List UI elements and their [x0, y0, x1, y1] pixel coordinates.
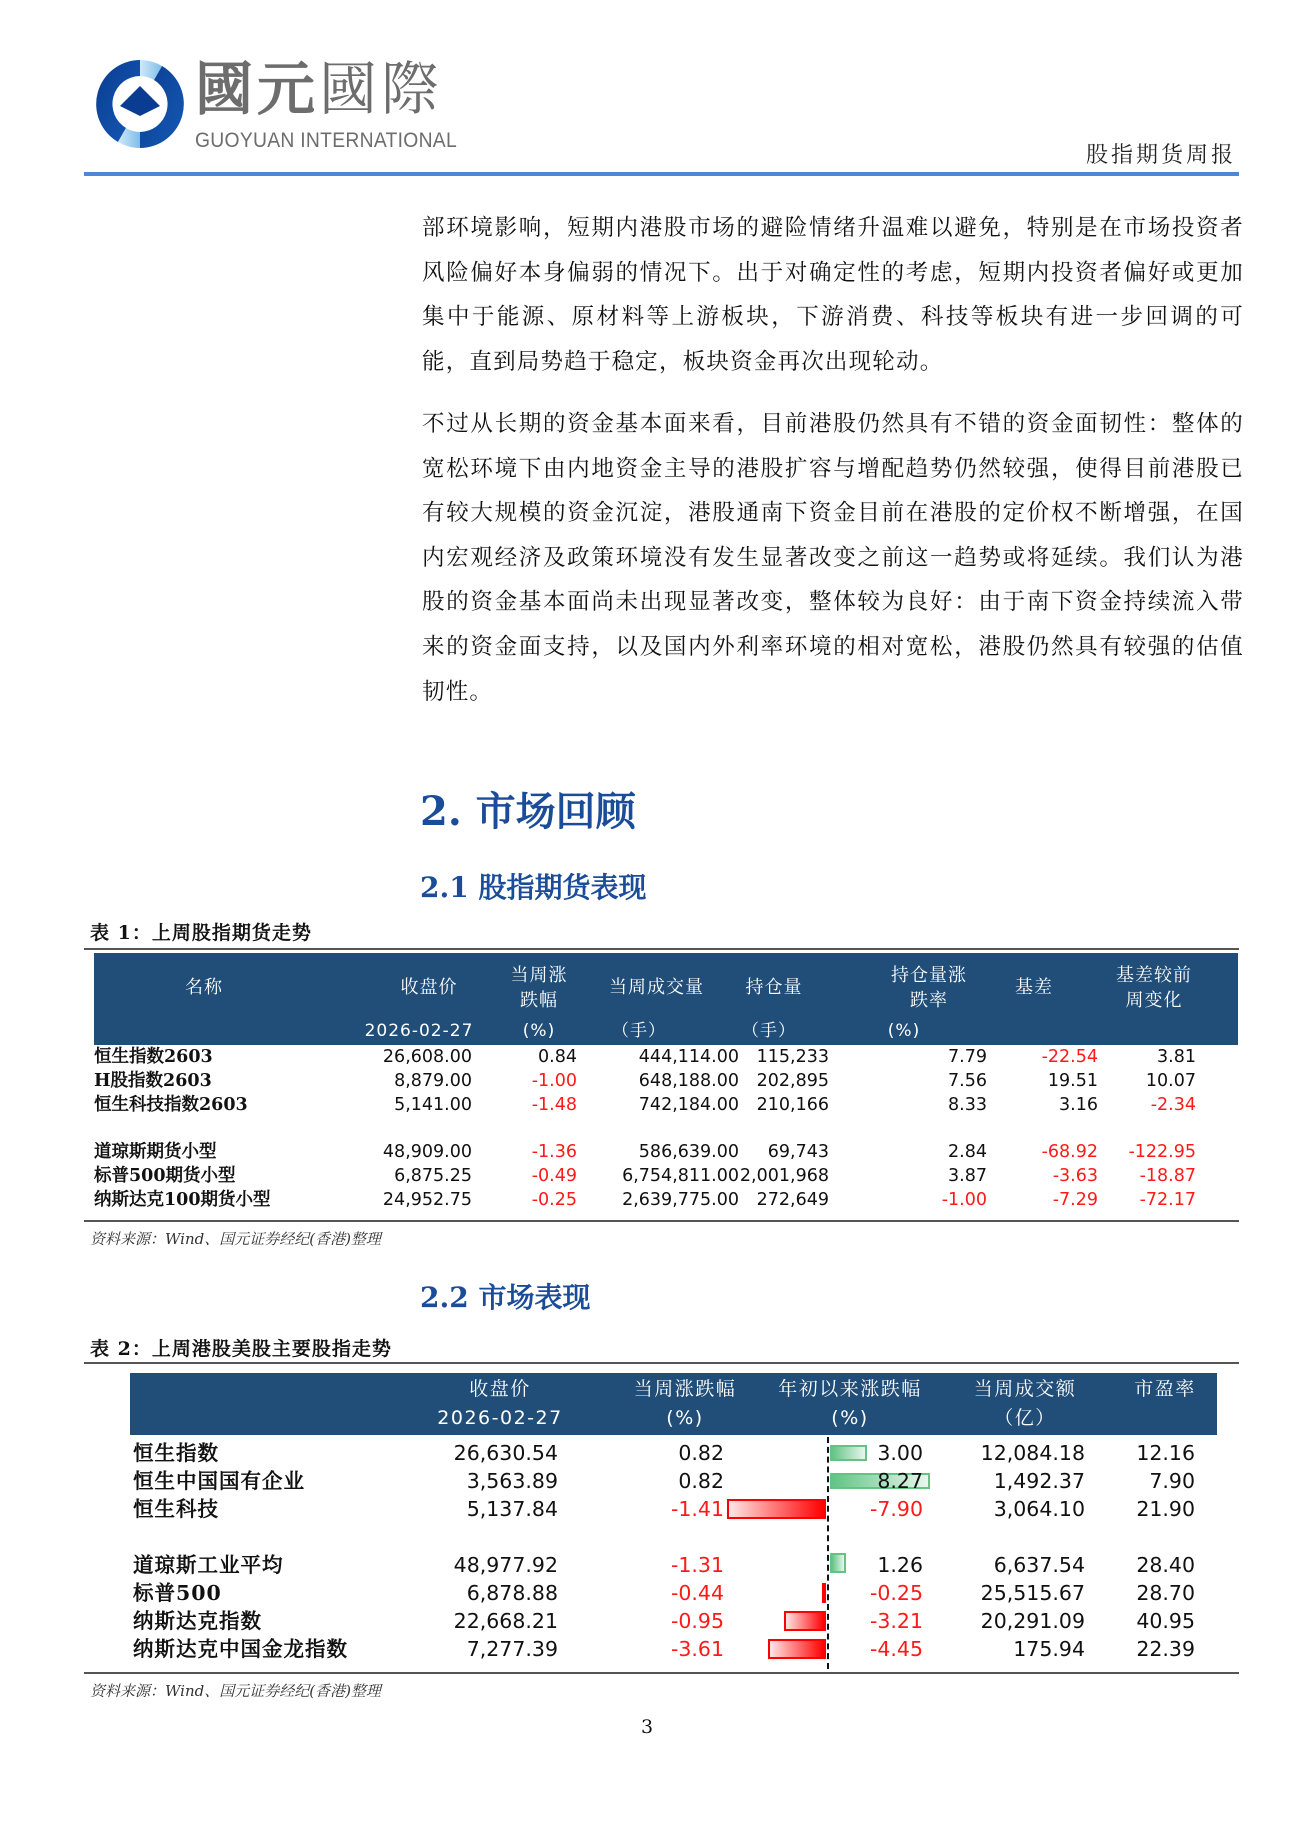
row-volume: 444,114.00 — [638, 1047, 739, 1067]
row-close: 3,563.89 — [466, 1469, 558, 1493]
row-chg: -1.48 — [531, 1095, 577, 1115]
col-header-open-interest: 持仓量 — [745, 977, 803, 998]
row-volume: 742,184.00 — [638, 1095, 739, 1115]
row-close: 22,668.21 — [453, 1609, 558, 1633]
table-row — [0, 1165, 1306, 1188]
row-turnover: 6,637.54 — [993, 1553, 1085, 1577]
subsection-heading-2-1: 2.1 股指期货表现 — [420, 871, 647, 904]
ytd-bar-positive — [830, 1445, 867, 1461]
logo-english-name: GUOYUAN INTERNATIONAL — [195, 129, 457, 152]
table-row — [0, 1608, 1306, 1634]
row-ytd-chg: -7.90 — [869, 1497, 923, 1521]
row-weekly-chg: -3.61 — [670, 1637, 724, 1661]
row-turnover: 175.94 — [1013, 1637, 1085, 1661]
row-close: 24,952.75 — [382, 1190, 472, 1210]
paragraph-2: 不过从长期的资金基本面来看，目前港股仍然具有不错的资金面韧性：整体的宽松环境下由内地资金主导的港股扩容与增配趋势仍然较强，使得目前港股已有较大规模的资金沉淀，港股通南下资金目前在港股的定价权不断增强，在国内宏观经济及政策环境没有发生显著改变之前这一趋势或将延续。我们认为港股的资金基本面尚未出现显著改变，整体较为良好：由于南下资金持续流入带来的资金面支持，以及国内外利率环境的相对宽松，港股仍然具有较强的估值韧性。 — [422, 411, 1244, 705]
ytd-bar-negative — [727, 1499, 826, 1519]
row-pe: 40.95 — [1136, 1609, 1195, 1633]
row-name: 纳斯达克中国金龙指数 — [133, 1637, 348, 1661]
col-header-pe: 市盈率 — [1134, 1378, 1196, 1400]
col-header-weekly-chg: 当周涨跌幅 — [633, 1378, 737, 1400]
table-row — [0, 1468, 1306, 1494]
row-basis-chg: -18.87 — [1139, 1166, 1196, 1186]
table2-header — [130, 1373, 1217, 1435]
col-header-close-date: 2026-02-27 — [364, 1021, 474, 1041]
table-row — [0, 1440, 1306, 1466]
table2-top-rule — [84, 1362, 1239, 1364]
row-name: 道琼斯期货小型 — [94, 1142, 217, 1162]
row-weekly-chg: 0.82 — [678, 1441, 724, 1465]
row-pe: 7.90 — [1149, 1469, 1195, 1493]
row-open-interest: 69,743 — [767, 1142, 829, 1162]
row-pe: 12.16 — [1136, 1441, 1195, 1465]
col-header-oi-unit: （手） — [742, 1021, 796, 1041]
row-close: 26,630.54 — [453, 1441, 558, 1465]
row-ytd-chg: -0.25 — [869, 1581, 923, 1605]
row-oi-chg: 3.87 — [948, 1166, 987, 1186]
row-name: 恒生指数2603 — [94, 1047, 213, 1067]
table2-caption: 表 2：上周港股美股主要股指走势 — [90, 1338, 392, 1360]
row-weekly-chg: -1.41 — [670, 1497, 724, 1521]
row-volume: 586,639.00 — [638, 1142, 739, 1162]
row-open-interest: 2,001,968 — [739, 1166, 829, 1186]
col-header-close: 收盘价 — [400, 977, 458, 998]
row-chg: -0.25 — [531, 1190, 577, 1210]
ytd-bar-negative — [768, 1639, 826, 1659]
row-basis-chg: -2.34 — [1150, 1095, 1196, 1115]
row-open-interest: 202,895 — [756, 1071, 829, 1091]
table-row — [0, 1580, 1306, 1606]
row-close: 5,137.84 — [466, 1497, 558, 1521]
row-name: 恒生科技 — [133, 1497, 219, 1521]
row-basis: 19.51 — [1047, 1071, 1098, 1091]
row-basis: -3.63 — [1052, 1166, 1098, 1186]
logo-chinese-name: 國元國際 — [195, 55, 444, 123]
row-chg: -0.49 — [531, 1166, 577, 1186]
row-turnover: 25,515.67 — [980, 1581, 1085, 1605]
row-pe: 22.39 — [1136, 1637, 1195, 1661]
row-weekly-chg: -0.44 — [670, 1581, 724, 1605]
row-oi-chg: -1.00 — [941, 1190, 987, 1210]
table-row — [0, 1189, 1306, 1212]
row-name: 纳斯达克指数 — [133, 1609, 262, 1633]
row-pe: 28.40 — [1136, 1553, 1195, 1577]
row-close: 6,878.88 — [466, 1581, 558, 1605]
table1-header — [94, 953, 1238, 1045]
row-name: H股指数2603 — [94, 1071, 212, 1091]
ytd-bar-negative — [822, 1583, 826, 1603]
col-header-basis: 基差 — [1015, 977, 1053, 998]
table1-source: 资料来源：Wind、国元证券经纪(香港)整理 — [90, 1230, 381, 1248]
table2-source: 资料来源：Wind、国元证券经纪(香港)整理 — [90, 1682, 381, 1700]
row-basis-chg: 3.81 — [1157, 1047, 1196, 1067]
ytd-bar-positive — [830, 1553, 846, 1573]
col-header-basis-chg-line2: 周变化 — [1125, 990, 1183, 1011]
row-pe: 28.70 — [1136, 1581, 1195, 1605]
col-header-close: 收盘价 — [469, 1378, 531, 1400]
col-header-chg-line1: 当周涨 — [510, 965, 568, 986]
table1-top-rule — [84, 948, 1239, 950]
table-row — [0, 1496, 1306, 1522]
col-header-ytd-chg-unit: (%) — [831, 1407, 869, 1429]
table-row — [0, 1046, 1306, 1069]
report-title: 股指期货周报 — [1085, 143, 1236, 168]
row-close: 48,977.92 — [453, 1553, 558, 1577]
row-close: 8,879.00 — [394, 1071, 472, 1091]
row-basis-chg: 10.07 — [1145, 1071, 1196, 1091]
col-header-basis-chg-line1: 基差较前 — [1116, 965, 1192, 986]
table1-caption: 表 1：上周股指期货走势 — [90, 922, 312, 944]
row-oi-chg: 2.84 — [948, 1142, 987, 1162]
row-basis: -68.92 — [1041, 1142, 1098, 1162]
row-weekly-chg: -1.31 — [670, 1553, 724, 1577]
col-header-chg-unit: (%) — [522, 1021, 556, 1041]
table-row — [0, 1141, 1306, 1164]
table-row — [0, 1094, 1306, 1117]
row-oi-chg: 8.33 — [948, 1095, 987, 1115]
row-name: 标普500期货小型 — [94, 1166, 236, 1186]
table-row — [0, 1070, 1306, 1093]
row-chg: -1.36 — [531, 1142, 577, 1162]
col-header-turnover-unit: （亿） — [994, 1407, 1056, 1429]
row-weekly-chg: -0.95 — [670, 1609, 724, 1633]
row-close: 5,141.00 — [394, 1095, 472, 1115]
logo-mark-icon — [92, 56, 188, 152]
row-basis: -7.29 — [1052, 1190, 1098, 1210]
table2-bottom-rule — [84, 1672, 1239, 1674]
row-volume: 648,188.00 — [638, 1071, 739, 1091]
row-turnover: 3,064.10 — [993, 1497, 1085, 1521]
row-oi-chg: 7.56 — [948, 1071, 987, 1091]
row-ytd-chg: 8.27 — [877, 1469, 923, 1493]
company-logo — [92, 52, 462, 162]
col-header-weekly-chg-unit: (%) — [666, 1407, 704, 1429]
col-header-volume-unit: （手） — [612, 1021, 666, 1041]
row-ytd-chg: -4.45 — [869, 1637, 923, 1661]
col-header-oichg-unit: (%) — [887, 1021, 921, 1041]
row-close: 6,875.25 — [394, 1166, 472, 1186]
col-header-turnover: 当周成交额 — [973, 1378, 1077, 1400]
row-close: 26,608.00 — [382, 1047, 472, 1067]
row-name: 恒生指数 — [133, 1441, 219, 1465]
row-name: 道琼斯工业平均 — [133, 1553, 284, 1577]
row-open-interest: 272,649 — [756, 1190, 829, 1210]
row-name: 标普500 — [133, 1581, 222, 1605]
row-ytd-chg: 3.00 — [877, 1441, 923, 1465]
row-open-interest: 210,166 — [756, 1095, 829, 1115]
row-pe: 21.90 — [1136, 1497, 1195, 1521]
row-chg: -1.00 — [531, 1071, 577, 1091]
row-turnover: 20,291.09 — [980, 1609, 1085, 1633]
row-basis-chg: -72.17 — [1139, 1190, 1196, 1210]
col-header-name: 名称 — [185, 977, 223, 998]
col-header-volume: 当周成交量 — [609, 977, 704, 998]
row-volume: 2,639,775.00 — [622, 1190, 739, 1210]
row-name: 恒生科技指数2603 — [94, 1095, 248, 1115]
row-ytd-chg: -3.21 — [869, 1609, 923, 1633]
section-heading: 2. 市场回顾 — [420, 788, 636, 835]
row-ytd-chg: 1.26 — [877, 1553, 923, 1577]
row-name: 纳斯达克100期货小型 — [94, 1190, 271, 1210]
row-close: 7,277.39 — [466, 1637, 558, 1661]
header-divider — [84, 172, 1239, 176]
row-oi-chg: 7.79 — [948, 1047, 987, 1067]
col-header-oichg-line2: 跌率 — [910, 990, 948, 1011]
row-close: 48,909.00 — [382, 1142, 472, 1162]
subsection-heading-2-2: 2.2 市场表现 — [420, 1281, 591, 1314]
row-turnover: 12,084.18 — [980, 1441, 1085, 1465]
col-header-chg-line2: 跌幅 — [520, 990, 558, 1011]
table-row — [0, 1636, 1306, 1662]
page-number: 3 — [641, 1716, 654, 1738]
ytd-bar-negative — [784, 1611, 826, 1631]
col-header-close-date: 2026-02-27 — [437, 1407, 563, 1429]
row-chg: 0.84 — [538, 1047, 577, 1067]
row-weekly-chg: 0.82 — [678, 1469, 724, 1493]
paragraph-1: 部环境影响，短期内港股市场的避险情绪升温难以避免，特别是在市场投资者风险偏好本身偏弱的情况下。出于对确定性的考虑，短期内投资者偏好或更加集中于能源、原材料等上游板块，下游消费、科技等板块有进一步回调的可能，直到局势趋于稳定，板块资金再次出现轮动。 — [422, 215, 1244, 375]
row-basis: -22.54 — [1041, 1047, 1098, 1067]
row-open-interest: 115,233 — [756, 1047, 829, 1067]
row-basis-chg: -122.95 — [1128, 1142, 1196, 1162]
row-volume: 6,754,811.00 — [622, 1166, 739, 1186]
col-header-oichg-line1: 持仓量涨 — [891, 965, 967, 986]
col-header-ytd-chg: 年初以来涨跌幅 — [778, 1378, 922, 1400]
row-name: 恒生中国国有企业 — [133, 1469, 305, 1493]
row-turnover: 1,492.37 — [993, 1469, 1085, 1493]
table-row — [0, 1552, 1306, 1578]
table1-bottom-rule — [84, 1220, 1239, 1222]
row-basis: 3.16 — [1059, 1095, 1098, 1115]
